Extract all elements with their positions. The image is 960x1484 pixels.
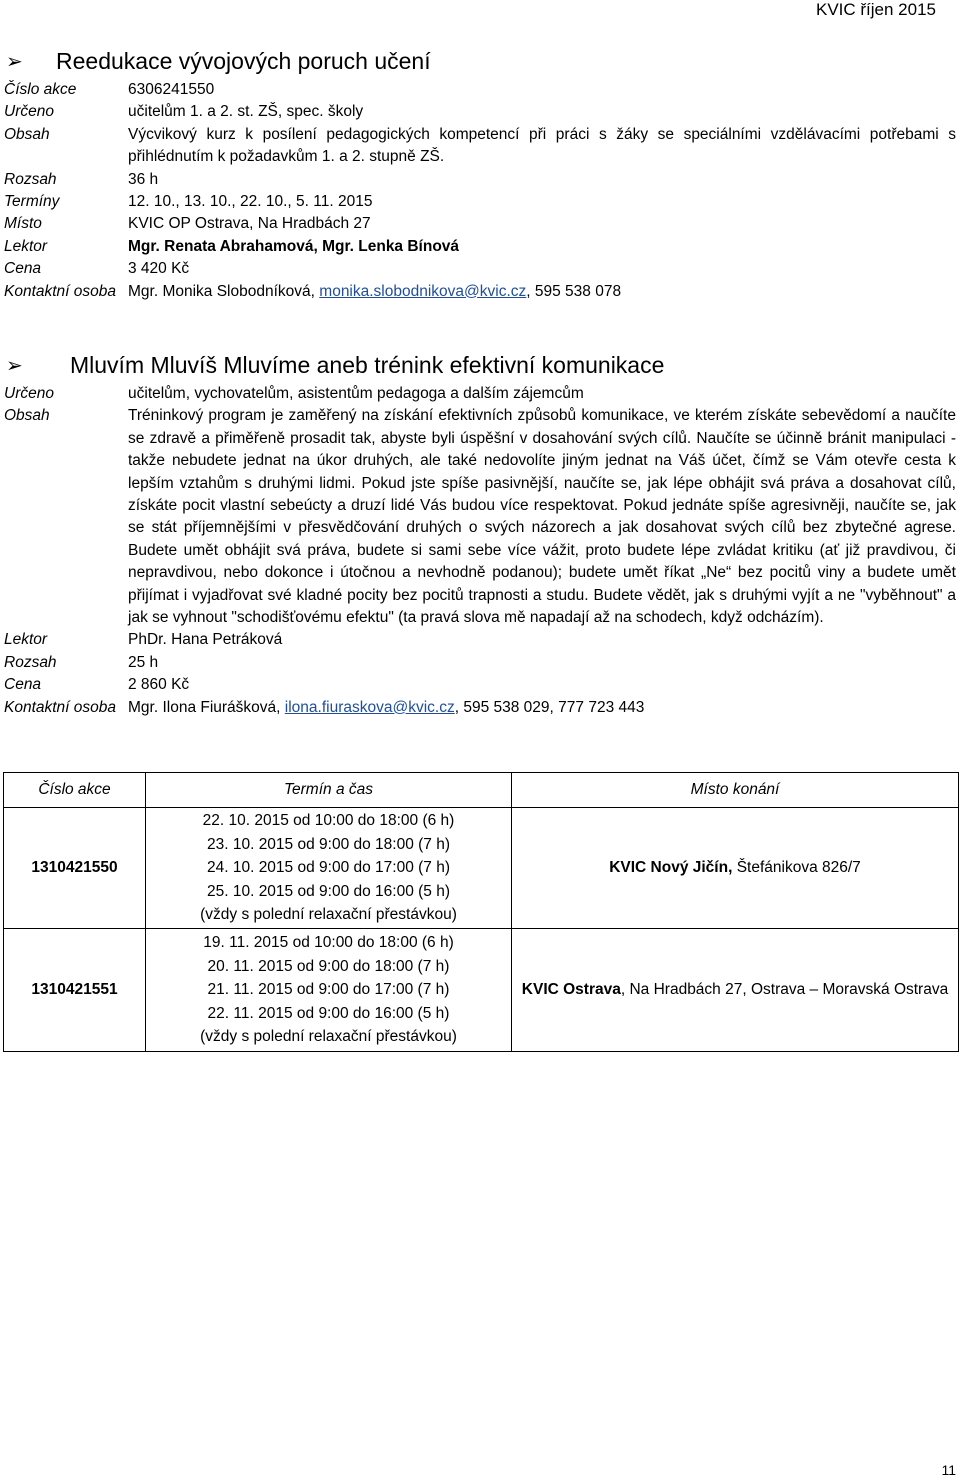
field-urceno <box>4 383 956 405</box>
termin-line: 25. 10. 2015 od 9:00 do 16:00 (5 h) <box>206 882 451 900</box>
field-value: Výcvikový kurz k posílení pedagogických kompetencí při práci s žáky se speciálními vzdělávacími potřebami s přihlédnutím k požadavkům 1. a 2. stupně ZŠ. <box>128 125 956 166</box>
field-label: Obsah <box>4 407 50 425</box>
field-value: 25 h <box>128 653 159 671</box>
contact-email-link[interactable]: ilona.fiuraskova@kvic.cz <box>284 698 455 716</box>
page-header: KVIC říjen 2015 <box>815 0 936 19</box>
field-cena <box>4 258 956 280</box>
cell-cislo-akce: 1310421550 <box>4 808 146 929</box>
course-title: Mluvím Mluvíš Mluvíme aneb trénink efektivní komunikace <box>70 352 665 378</box>
arrow-bullet-icon: ➢ <box>6 51 23 73</box>
course-title: Reedukace vývojových poruch učení <box>56 48 431 74</box>
field-misto <box>4 213 956 235</box>
field-label: Rozsah <box>4 653 57 671</box>
page-number: 11 <box>941 1462 956 1478</box>
field-lektor <box>4 629 956 651</box>
field-rozsah <box>4 652 956 674</box>
field-kontakt <box>4 697 956 719</box>
misto-name: KVIC Ostrava <box>521 981 621 999</box>
termin-line: 22. 10. 2015 od 10:00 do 18:00 (6 h) <box>202 812 455 830</box>
contact-name: Mgr. Ilona Fiurášková, <box>128 698 285 716</box>
contact-phone: , 595 538 078 <box>526 282 622 300</box>
field-label: Rozsah <box>4 170 57 188</box>
misto-address: , Na Hradbách 27, Ostrava – Moravská Ostrava <box>620 981 949 999</box>
schedule-table <box>3 772 959 1052</box>
field-label: Kontaktní osoba <box>4 698 117 716</box>
field-label: Lektor <box>4 631 48 649</box>
field-label: Číslo akce <box>4 81 77 98</box>
termin-line: 20. 11. 2015 od 9:00 do 18:00 (7 h) <box>207 957 450 975</box>
field-label: Lektor <box>4 237 48 255</box>
field-value: 36 h <box>128 170 159 188</box>
misto-name: KVIC Nový Jičín, <box>609 859 733 877</box>
termin-line: 22. 11. 2015 od 9:00 do 16:00 (5 h) <box>207 1004 450 1022</box>
table-header-row <box>4 773 959 808</box>
field-label: Cena <box>4 260 42 278</box>
contact-email-link[interactable]: monika.slobodnikova@kvic.cz <box>319 282 527 300</box>
field-kontakt <box>4 281 956 303</box>
field-label: Kontaktní osoba <box>4 282 117 300</box>
field-label: Obsah <box>4 125 50 143</box>
field-lektor <box>4 236 956 258</box>
field-obsah <box>4 124 956 169</box>
course-title-row <box>4 352 956 379</box>
contact-name: Mgr. Monika Slobodníková, <box>128 282 320 300</box>
field-value <box>128 281 956 303</box>
field-value: 3 420 Kč <box>128 260 190 278</box>
termin-line: 21. 11. 2015 od 9:00 do 17:00 (7 h) <box>207 981 450 999</box>
field-label: Cena <box>4 676 42 694</box>
field-value: KVIC OP Ostrava, Na Hradbách 27 <box>128 215 371 233</box>
field-cislo-akce <box>4 79 956 101</box>
field-value: Mgr. Renata Abrahamová, Mgr. Lenka Bínová <box>128 237 460 255</box>
termin-note: (vždy s polední relaxační přestávkou) <box>200 906 457 924</box>
field-value: PhDr. Hana Petráková <box>128 631 283 649</box>
table-row <box>4 808 959 929</box>
header-misto: Místo konání <box>512 773 959 808</box>
field-value: Tréninkový program je zaměřený na získání efektivních způsobů komunikace, ve kterém získáte sebevědomí a naučíte se zdravě a přiměřeně prosadit tak, abyste byli úspěšní v dosahování svých cílů. Naučíte se účinně bránit manipulaci - takže nebudete jednat na úkor druhých, ale také nedovolíte jiným jednat na Váš účet, čímž se Vám otevře cesta k lepším vztahům s druhými lidmi. Pokud jste spíše pasivnější, naučíte se, jak lépe obhájit svá práva a dosahovat cílů, získáte pocit vlastní sebeúcty a druzí lidé Vás budou více respektovat. Pokud jednáte spíše agresivněji, naučíte se, jak se stát příjemnějšími v přesvědčování druhých o svých názorech a jak dosahovat svých cílů bez zbytečné agrese. Budete umět obhájit svá práva, budete si sami sebe více vážit, proto budete lépe zvládat kritiku (ať již pravdivou, či nepravdivou, nebo dokonce i útočnou a nevhodně podanou); budete umět říkat „Ne“ bez pocitů viny a budete umět přijímat i vyjadřovat své kladné pocity bez pocitů trapnosti a studu. Budete vědět, jak s druhými vyjít a ne "vyběhnout" a jak se vyhnout "schodišťovému efektu" (ta pravá slova mě napadají až na schodech, když odcházím). <box>128 407 956 627</box>
termin-line: 19. 11. 2015 od 10:00 do 18:00 (6 h) <box>203 934 454 952</box>
cell-misto <box>512 929 959 1052</box>
field-obsah <box>4 405 956 629</box>
cell-misto <box>512 808 959 929</box>
field-cena <box>4 674 956 696</box>
cell-terminy <box>146 929 512 1052</box>
course-komunikace <box>4 352 956 719</box>
course-title-row <box>4 48 956 75</box>
field-label: Určeno <box>4 385 54 402</box>
contact-phone: , 595 538 029, 777 723 443 <box>454 698 645 716</box>
arrow-bullet-icon: ➢ <box>6 355 23 377</box>
table-row <box>4 929 959 1052</box>
field-label: Určeno <box>4 103 54 121</box>
field-urceno <box>4 101 956 123</box>
termin-line: 24. 10. 2015 od 9:00 do 17:00 (7 h) <box>206 859 451 877</box>
field-terminy <box>4 191 956 213</box>
header-termin: Termín a čas <box>146 773 512 808</box>
field-value: 12. 10., 13. 10., 22. 10., 5. 11. 2015 <box>128 193 373 211</box>
field-value <box>128 697 956 719</box>
field-value: 2 860 Kč <box>128 676 190 694</box>
field-value: učitelům 1. a 2. st. ZŠ, spec. školy <box>128 103 364 121</box>
cell-terminy <box>146 808 512 929</box>
course-reedukace <box>4 48 956 303</box>
field-label: Termíny <box>4 193 60 211</box>
field-label: Místo <box>4 215 42 233</box>
termin-note: (vždy s polední relaxační přestávkou) <box>200 1028 457 1046</box>
field-rozsah <box>4 169 956 191</box>
field-value: učitelům, vychovatelům, asistentům pedagoga a dalším zájemcům <box>128 385 584 402</box>
header-cislo-akce: Číslo akce <box>4 773 146 808</box>
termin-line: 23. 10. 2015 od 9:00 do 18:00 (7 h) <box>206 835 451 853</box>
misto-address: Štefánikova 826/7 <box>732 859 861 877</box>
field-value: 6306241550 <box>128 81 215 98</box>
cell-cislo-akce: 1310421551 <box>4 929 146 1052</box>
